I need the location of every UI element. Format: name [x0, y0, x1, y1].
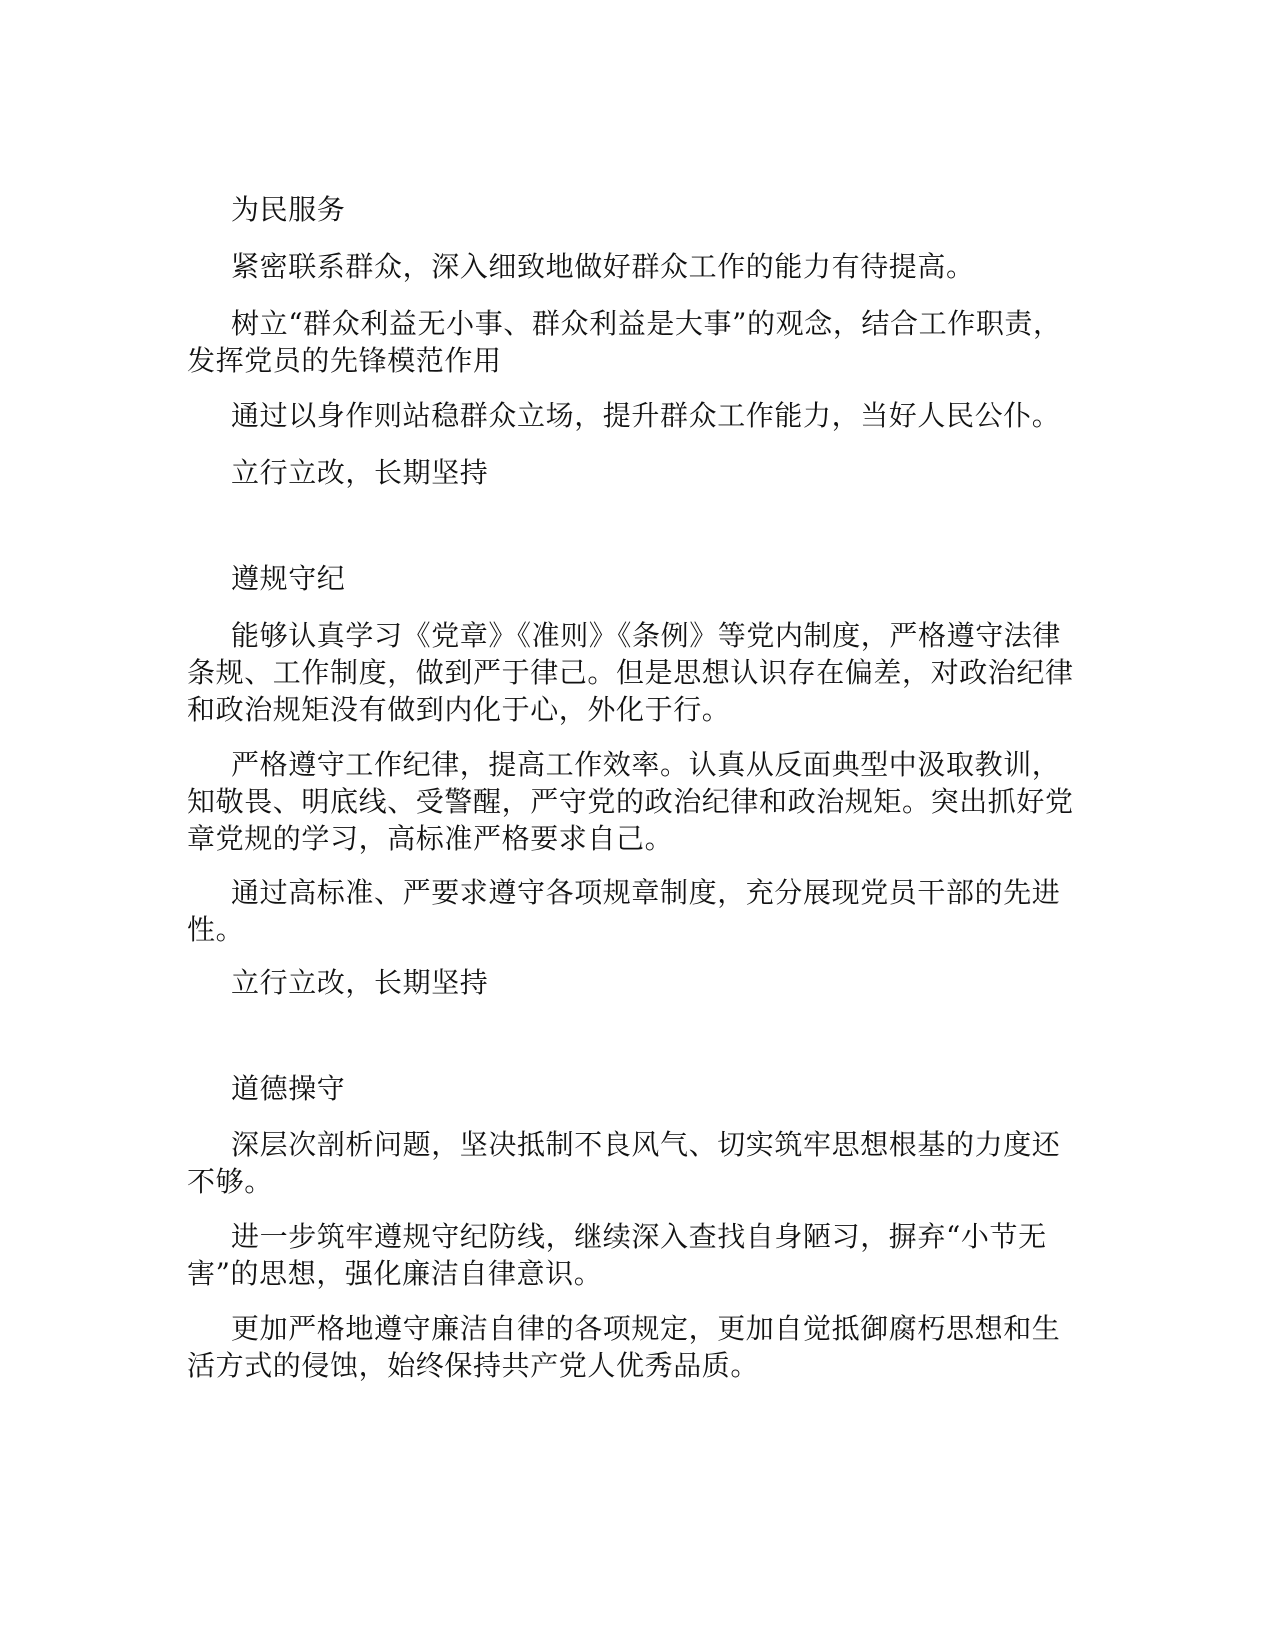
paragraph: 进一步筑牢遵规守纪防线，继续深入查找自身陋习，摒弃“小节无害”的思想，强化廉洁自律意识。	[187, 1220, 1047, 1290]
section-heading: 道德操守	[231, 1072, 346, 1105]
paragraph: 深层次剖析问题，坚决抵制不良风气、切实筑牢思想根基的力度还不够。	[187, 1128, 1061, 1198]
section-heading: 为民服务	[231, 193, 346, 226]
section-heading: 遵规守纪	[231, 562, 346, 595]
paragraph: 更加严格地遵守廉洁自律的各项规定，更加自觉抵御腐朽思想和生活方式的侵蚀，始终保持共产党人优秀品质。	[187, 1312, 1061, 1382]
paragraph: 通过高标准、严要求遵守各项规章制度，充分展现党员干部的先进性。	[187, 876, 1061, 946]
paragraph: 严格遵守工作纪律，提高工作效率。认真从反面典型中汲取教训，知敬畏、明底线、受警醒，严守党的政治纪律和政治规矩。突出抓好党章党规的学习，高标准严格要求自己。	[187, 748, 1074, 855]
paragraph: 立行立改，长期坚持	[231, 456, 489, 489]
paragraph: 能够认真学习《党章》《准则》《条例》等党内制度，严格遵守法律条规、工作制度，做到严于律己。但是思想认识存在偏差，对政治纪律和政治规矩没有做到内化于心，外化于行。	[187, 619, 1074, 726]
paragraph: 紧密联系群众，深入细致地做好群众工作的能力有待提高。	[231, 250, 975, 283]
paragraph: 立行立改，长期坚持	[231, 966, 489, 999]
paragraph: 通过以身作则站稳群众立场，提升群众工作能力，当好人民公仆。	[231, 399, 1061, 432]
paragraph: 树立“群众利益无小事、群众利益是大事”的观念，结合工作职责，发挥党员的先锋模范作用	[187, 307, 1062, 377]
